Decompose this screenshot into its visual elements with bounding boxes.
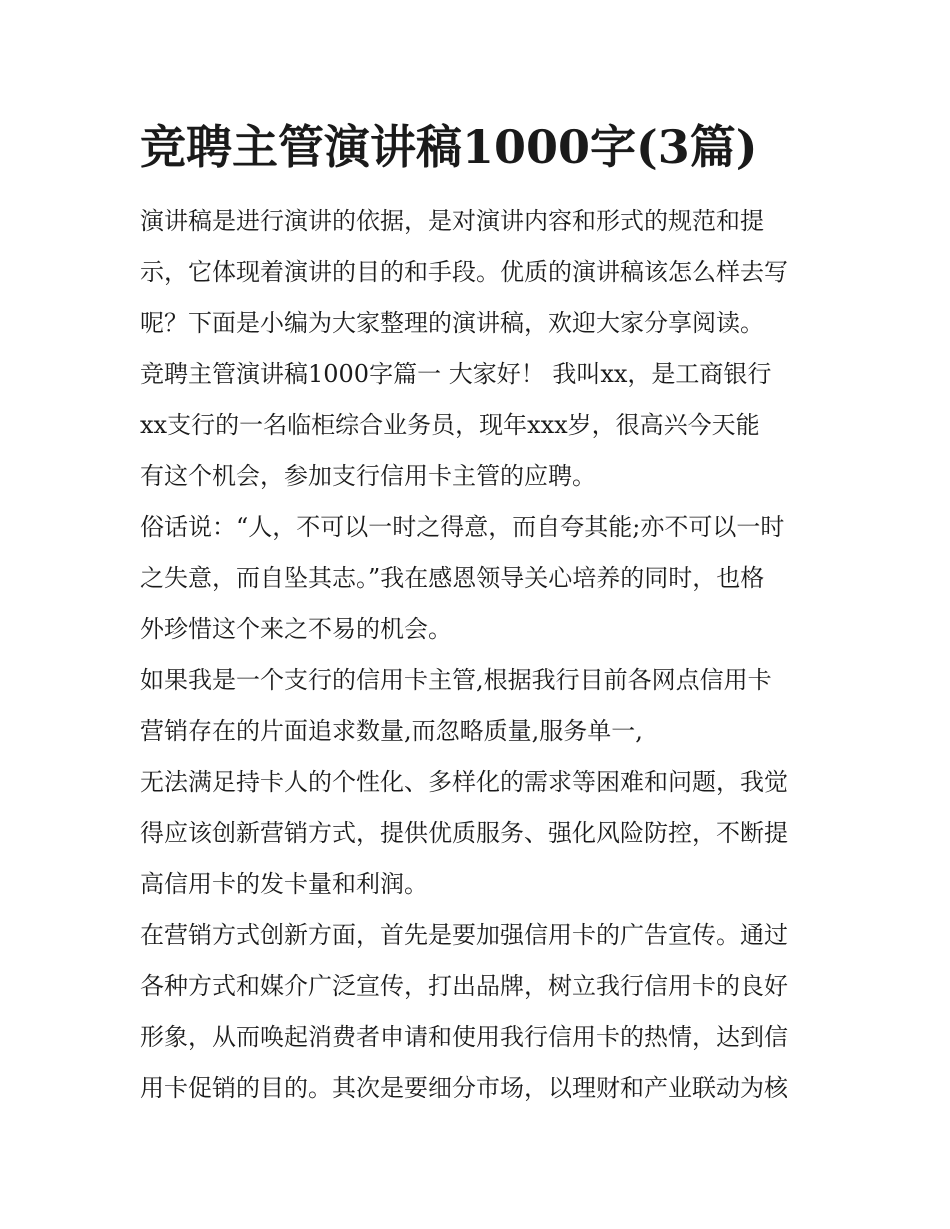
body-line: xx支行的一名临柜综合业务员，现年xxx岁，很高兴今天能 (140, 411, 760, 439)
body-line: 演讲稿是进行演讲的依据，是对演讲内容和形式的规范和提 (140, 207, 764, 235)
body-line: 示，它体现着演讲的目的和手段。优质的演讲稿该怎么样去写 (140, 258, 788, 286)
body-line: 无法满足持卡人的个性化、多样化的需求等困难和问题，我觉 (140, 768, 788, 796)
body-line: 在营销方式创新方面，首先是要加强信用卡的广告宣传。通过 (140, 921, 788, 949)
document-body (140, 196, 820, 1114)
body-line: 有这个机会，参加支行信用卡主管的应聘。 (140, 462, 596, 490)
body-line: 各种方式和媒介广泛宣传，打出品牌，树立我行信用卡的良好 (140, 972, 788, 1000)
body-line: 竞聘主管演讲稿1000字篇一 大家好！ 我叫xx，是工商银行 (140, 360, 772, 388)
body-line: 俗话说：“人，不可以一时之得意，而自夸其能;亦不可以一时 (140, 513, 785, 541)
body-line: 营销存在的片面追求数量,而忽略质量,服务单一, (140, 717, 643, 745)
document-title: 竞聘主管演讲稿1000字(3篇) (140, 120, 758, 174)
body-line: 形象，从而唤起消费者申请和使用我行信用卡的热情，达到信 (140, 1023, 788, 1051)
body-line: 得应该创新营销方式，提供优质服务、强化风险防控，不断提 (140, 819, 788, 847)
body-line: 之失意，而自坠其志。”我在感恩领导关心培养的同时，也格 (140, 564, 765, 592)
body-line: 如果我是一个支行的信用卡主管,根据我行目前各网点信用卡 (140, 666, 772, 694)
body-line: 外珍惜这个来之不易的机会。 (140, 615, 452, 643)
body-line: 高信用卡的发卡量和利润。 (140, 870, 428, 898)
body-line: 呢？下面是小编为大家整理的演讲稿，欢迎大家分享阅读。 (140, 309, 764, 337)
body-line: 用卡促销的目的。其次是要细分市场，以理财和产业联动为核 (140, 1074, 788, 1102)
